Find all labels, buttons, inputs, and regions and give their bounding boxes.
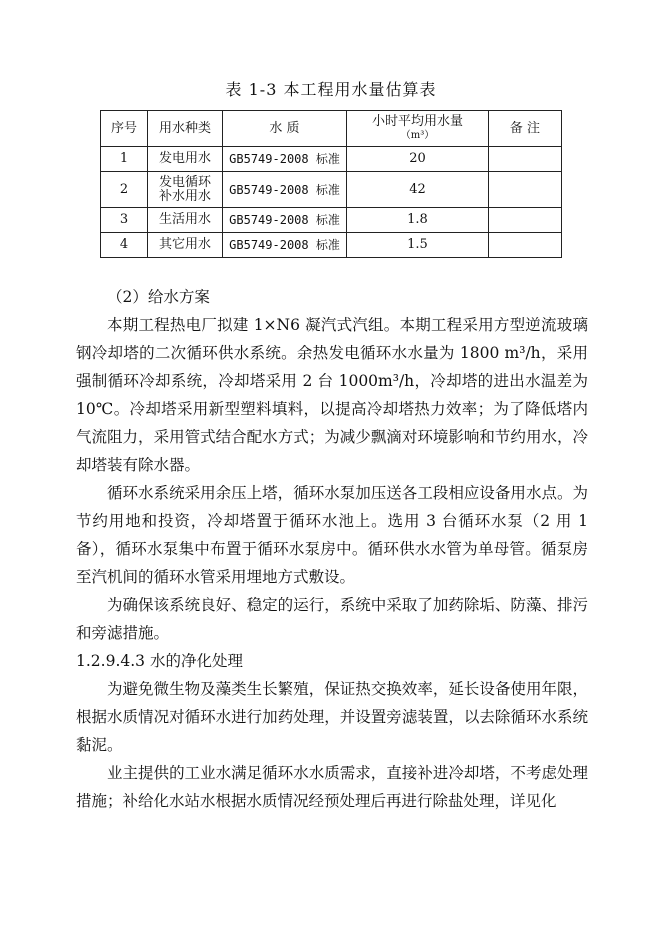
cell-seq: 3 — [101, 208, 148, 233]
header-type: 用水种类 — [148, 111, 223, 147]
table-caption: 表 1-3 本工程用水量估算表 — [225, 80, 437, 99]
cell-volume: 1.8 — [347, 208, 489, 233]
table-row — [101, 147, 562, 172]
body-text — [76, 283, 588, 815]
cell-type: 发电用水 — [148, 147, 223, 172]
cell-volume: 42 — [347, 172, 489, 208]
cell-remark — [489, 172, 562, 208]
subsection-heading: 1.2.9.4.3 水的净化处理 — [76, 652, 243, 670]
header-remark: 备 注 — [489, 111, 562, 147]
cell-seq: 4 — [101, 233, 148, 258]
table-row — [101, 172, 562, 208]
cell-quality: GB5749-2008 标准 — [223, 208, 347, 233]
table-header-row — [101, 111, 562, 147]
cell-type: 生活用水 — [148, 208, 223, 233]
cell-volume: 20 — [347, 147, 489, 172]
section-heading: （2）给水方案 — [107, 288, 210, 306]
cell-remark — [489, 233, 562, 258]
paragraph: 为确保该系统良好、稳定的运行，系统中采取了加药除垢、防藻、排污和旁滤措施。 — [76, 596, 588, 642]
paragraph: 循环水系统采用余压上塔，循环水泵加压送各工段相应设备用水点。为节约用地和投资，冷却塔置于循环水池上。选用 3 台循环水泵（2 用 1 备），循环水泵集中布置于循环水泵房中。循环供水水管为单母管。循泵房至汽机间的循环水管采用埋地方式敷设。 — [76, 484, 588, 586]
header-volume — [347, 111, 489, 147]
water-usage-table — [100, 110, 562, 258]
cell-type: 发电循环补水用水 — [148, 172, 223, 208]
paragraph: 本期工程热电厂拟建 1×N6 凝汽式汽组。本期工程采用方型逆流玻璃钢冷却塔的二次循环供水系统。余热发电循环水水量为 1800 m³/h，采用强制循环冷却系统，冷却塔采用 2 台 1000m³/h，冷却塔的进出水温差为 10℃。冷却塔采用新型塑料填料，以提高冷却塔热力效率；为了降低塔内气流阻力，采用管式结合配水方式；为减少飘滴对环境影响和节约用水，冷却塔装有除水器。 — [76, 316, 588, 474]
cell-quality: GB5749-2008 标准 — [223, 233, 347, 258]
header-seq: 序号 — [101, 111, 148, 147]
header-volume-unit: （m³） — [400, 129, 435, 141]
header-quality: 水 质 — [223, 111, 347, 147]
cell-quality: GB5749-2008 标准 — [223, 147, 347, 172]
cell-remark — [489, 147, 562, 172]
cell-quality: GB5749-2008 标准 — [223, 172, 347, 208]
cell-type: 其它用水 — [148, 233, 223, 258]
paragraph: 业主提供的工业水满足循环水水质需求，直接补进冷却塔，不考虑处理措施；补给化水站水根据水质情况经预处理后再进行除盐处理，详见化 — [76, 764, 588, 810]
paragraph: 为避免微生物及藻类生长繁殖，保证热交换效率，延长设备使用年限，根据水质情况对循环水进行加药处理，并设置旁滤装置，以去除循环水系统黏泥。 — [76, 680, 588, 754]
cell-seq: 1 — [101, 147, 148, 172]
cell-remark — [489, 208, 562, 233]
table-row — [101, 233, 562, 258]
header-volume-label: 小时平均用水量 — [371, 113, 463, 129]
cell-seq: 2 — [101, 172, 148, 208]
table-row — [101, 208, 562, 233]
cell-volume: 1.5 — [347, 233, 489, 258]
